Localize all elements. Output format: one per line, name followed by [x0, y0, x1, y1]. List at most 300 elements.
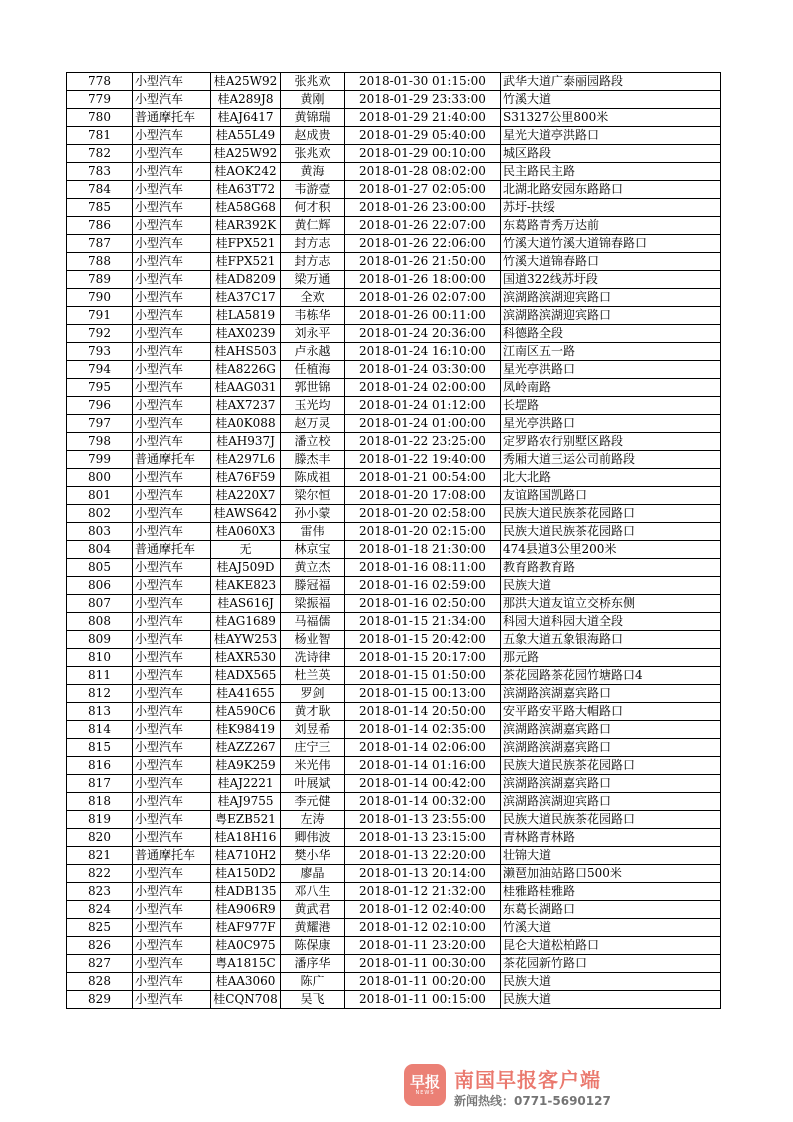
table-row	[67, 613, 721, 631]
violation-time-cell: 2018-01-11 00:30:00	[345, 955, 501, 973]
record-number-cell: 829	[67, 991, 133, 1009]
violation-location-cell: 星光大道亭洪路口	[501, 127, 721, 145]
driver-name-cell: 吴飞	[281, 991, 345, 1009]
vehicle-type-cell: 小型汽车	[133, 199, 211, 217]
driver-name-cell: 封方志	[281, 235, 345, 253]
driver-name-cell: 任植海	[281, 361, 345, 379]
table-row	[67, 343, 721, 361]
violation-time-cell: 2018-01-20 17:08:00	[345, 487, 501, 505]
license-plate-cell: 桂AA3060	[211, 973, 281, 991]
driver-name-cell: 黄耀港	[281, 919, 345, 937]
license-plate-cell: 粤A1815C	[211, 955, 281, 973]
table-row	[67, 163, 721, 181]
license-plate-cell: 桂FPX521	[211, 253, 281, 271]
driver-name-cell: 张兆欢	[281, 145, 345, 163]
driver-name-cell: 赵成贵	[281, 127, 345, 145]
record-number-cell: 811	[67, 667, 133, 685]
license-plate-cell: 桂AX0239	[211, 325, 281, 343]
violation-time-cell: 2018-01-11 00:20:00	[345, 973, 501, 991]
violation-time-cell: 2018-01-26 21:50:00	[345, 253, 501, 271]
violation-time-cell: 2018-01-14 00:32:00	[345, 793, 501, 811]
violation-time-cell: 2018-01-22 19:40:00	[345, 451, 501, 469]
vehicle-type-cell: 小型汽车	[133, 145, 211, 163]
vehicle-type-cell: 小型汽车	[133, 649, 211, 667]
license-plate-cell: 桂AF977F	[211, 919, 281, 937]
violation-time-cell: 2018-01-24 20:36:00	[345, 325, 501, 343]
vehicle-type-cell: 小型汽车	[133, 253, 211, 271]
license-plate-cell: 桂ADX565	[211, 667, 281, 685]
violation-location-cell: 武华大道广泰丽园路段	[501, 73, 721, 91]
vehicle-type-cell: 小型汽车	[133, 811, 211, 829]
violation-location-cell: 滨湖路滨湖嘉宾路口	[501, 775, 721, 793]
watermark-hotline: 新闻热线：0771-5690127	[454, 1094, 611, 1108]
violation-time-cell: 2018-01-24 02:00:00	[345, 379, 501, 397]
record-number-cell: 809	[67, 631, 133, 649]
vehicle-type-cell: 小型汽车	[133, 523, 211, 541]
vehicle-type-cell: 小型汽车	[133, 577, 211, 595]
table-row	[67, 865, 721, 883]
driver-name-cell: 刘昱希	[281, 721, 345, 739]
violation-location-cell: 民族大道	[501, 577, 721, 595]
driver-name-cell: 李元健	[281, 793, 345, 811]
violation-location-cell: 滨湖路滨湖迎宾路口	[501, 289, 721, 307]
table-row	[67, 271, 721, 289]
violation-location-cell: 民族大道民族茶花园路口	[501, 811, 721, 829]
license-plate-cell: 桂AHS503	[211, 343, 281, 361]
violation-location-cell: 竹溪大道	[501, 919, 721, 937]
records-body	[67, 73, 721, 1009]
table-row	[67, 847, 721, 865]
driver-name-cell: 杨业智	[281, 631, 345, 649]
record-number-cell: 812	[67, 685, 133, 703]
record-number-cell: 815	[67, 739, 133, 757]
record-number-cell: 780	[67, 109, 133, 127]
license-plate-cell: 桂A590C6	[211, 703, 281, 721]
record-number-cell: 818	[67, 793, 133, 811]
driver-name-cell: 黄才耿	[281, 703, 345, 721]
table-row	[67, 451, 721, 469]
vehicle-type-cell: 小型汽车	[133, 289, 211, 307]
license-plate-cell: 桂LA5819	[211, 307, 281, 325]
driver-name-cell: 封方志	[281, 253, 345, 271]
watermark-title: 南国早报客户端	[454, 1068, 601, 1092]
record-number-cell: 790	[67, 289, 133, 307]
table-row	[67, 91, 721, 109]
violation-time-cell: 2018-01-26 22:06:00	[345, 235, 501, 253]
record-number-cell: 786	[67, 217, 133, 235]
violation-location-cell: 滨湖路滨湖嘉宾路口	[501, 685, 721, 703]
table-row	[67, 793, 721, 811]
license-plate-cell: 桂A41655	[211, 685, 281, 703]
record-number-cell: 817	[67, 775, 133, 793]
table-row	[67, 397, 721, 415]
driver-name-cell: 樊小华	[281, 847, 345, 865]
violation-time-cell: 2018-01-16 02:50:00	[345, 595, 501, 613]
violation-location-cell: 桂雅路桂雅路	[501, 883, 721, 901]
table-row	[67, 973, 721, 991]
newspaper-logo-icon	[404, 1064, 446, 1106]
violation-time-cell: 2018-01-13 22:20:00	[345, 847, 501, 865]
violation-time-cell: 2018-01-14 02:06:00	[345, 739, 501, 757]
license-plate-cell: 桂A18H16	[211, 829, 281, 847]
license-plate-cell: 桂AWS642	[211, 505, 281, 523]
violation-time-cell: 2018-01-24 01:12:00	[345, 397, 501, 415]
violation-location-cell: 长堽路	[501, 397, 721, 415]
record-number-cell: 784	[67, 181, 133, 199]
driver-name-cell: 米光伟	[281, 757, 345, 775]
violation-location-cell: 友谊路国凯路口	[501, 487, 721, 505]
record-number-cell: 787	[67, 235, 133, 253]
violation-time-cell: 2018-01-29 05:40:00	[345, 127, 501, 145]
table-row	[67, 379, 721, 397]
table-row	[67, 775, 721, 793]
violation-location-cell: 科德路全段	[501, 325, 721, 343]
vehicle-type-cell: 小型汽车	[133, 739, 211, 757]
record-number-cell: 822	[67, 865, 133, 883]
violation-location-cell: 东葛路青秀万达前	[501, 217, 721, 235]
vehicle-type-cell: 小型汽车	[133, 595, 211, 613]
vehicle-type-cell: 小型汽车	[133, 325, 211, 343]
violation-time-cell: 2018-01-20 02:15:00	[345, 523, 501, 541]
violation-time-cell: 2018-01-22 23:25:00	[345, 433, 501, 451]
violation-location-cell: S31327公里800米	[501, 109, 721, 127]
record-number-cell: 798	[67, 433, 133, 451]
table-row	[67, 469, 721, 487]
violation-location-cell: 凤岭南路	[501, 379, 721, 397]
driver-name-cell: 庄宁三	[281, 739, 345, 757]
violation-time-cell: 2018-01-15 20:42:00	[345, 631, 501, 649]
license-plate-cell: 桂AS616J	[211, 595, 281, 613]
record-number-cell: 789	[67, 271, 133, 289]
record-number-cell: 778	[67, 73, 133, 91]
violation-time-cell: 2018-01-20 02:58:00	[345, 505, 501, 523]
license-plate-cell: 桂A9K259	[211, 757, 281, 775]
logo-subtext: NEWS	[415, 1090, 435, 1096]
violation-time-cell: 2018-01-26 18:00:00	[345, 271, 501, 289]
record-number-cell: 785	[67, 199, 133, 217]
record-number-cell: 791	[67, 307, 133, 325]
driver-name-cell: 冼诗律	[281, 649, 345, 667]
table-row	[67, 883, 721, 901]
table-row	[67, 937, 721, 955]
violation-location-cell: 江南区五一路	[501, 343, 721, 361]
table-row	[67, 919, 721, 937]
table-row	[67, 577, 721, 595]
record-number-cell: 788	[67, 253, 133, 271]
license-plate-cell: 桂AG1689	[211, 613, 281, 631]
license-plate-cell: 桂AX7237	[211, 397, 281, 415]
license-plate-cell: 桂A0K088	[211, 415, 281, 433]
record-number-cell: 807	[67, 595, 133, 613]
driver-name-cell: 雷伟	[281, 523, 345, 541]
violation-location-cell: 那洪大道友谊立交桥东侧	[501, 595, 721, 613]
record-number-cell: 795	[67, 379, 133, 397]
license-plate-cell: 桂A25W92	[211, 145, 281, 163]
driver-name-cell: 卿伟波	[281, 829, 345, 847]
table-row	[67, 703, 721, 721]
license-plate-cell: 桂A37C17	[211, 289, 281, 307]
license-plate-cell: 桂A220X7	[211, 487, 281, 505]
table-row	[67, 649, 721, 667]
violation-location-cell: 民族大道	[501, 973, 721, 991]
driver-name-cell: 黄仁辉	[281, 217, 345, 235]
table-row	[67, 829, 721, 847]
driver-name-cell: 韦栋华	[281, 307, 345, 325]
violation-location-cell: 青林路青林路	[501, 829, 721, 847]
table-row	[67, 505, 721, 523]
vehicle-type-cell: 普通摩托车	[133, 847, 211, 865]
violation-time-cell: 2018-01-29 21:40:00	[345, 109, 501, 127]
driver-name-cell: 卢永越	[281, 343, 345, 361]
violation-time-cell: 2018-01-26 00:11:00	[345, 307, 501, 325]
violation-time-cell: 2018-01-30 01:15:00	[345, 73, 501, 91]
violation-location-cell: 那元路	[501, 649, 721, 667]
vehicle-type-cell: 小型汽车	[133, 235, 211, 253]
driver-name-cell: 左涛	[281, 811, 345, 829]
record-number-cell: 797	[67, 415, 133, 433]
violation-location-cell: 滨湖路滨湖嘉宾路口	[501, 721, 721, 739]
table-row	[67, 721, 721, 739]
driver-name-cell: 郭世锦	[281, 379, 345, 397]
license-plate-cell: 桂AXR530	[211, 649, 281, 667]
driver-name-cell: 潘序华	[281, 955, 345, 973]
license-plate-cell: 桂A55L49	[211, 127, 281, 145]
driver-name-cell: 林京宝	[281, 541, 345, 559]
violation-location-cell: 滨湖路滨湖迎宾路口	[501, 793, 721, 811]
record-number-cell: 828	[67, 973, 133, 991]
table-row	[67, 235, 721, 253]
vehicle-type-cell: 小型汽车	[133, 487, 211, 505]
record-number-cell: 800	[67, 469, 133, 487]
table-row	[67, 559, 721, 577]
violation-location-cell: 滨湖路滨湖迎宾路口	[501, 307, 721, 325]
driver-name-cell: 潘立校	[281, 433, 345, 451]
violation-location-cell: 秀厢大道三运公司前路段	[501, 451, 721, 469]
table-row	[67, 73, 721, 91]
driver-name-cell: 陈保康	[281, 937, 345, 955]
record-number-cell: 808	[67, 613, 133, 631]
violation-location-cell: 星光亭洪路口	[501, 415, 721, 433]
record-number-cell: 799	[67, 451, 133, 469]
vehicle-type-cell: 小型汽车	[133, 757, 211, 775]
record-number-cell: 782	[67, 145, 133, 163]
driver-name-cell: 刘永平	[281, 325, 345, 343]
license-plate-cell: 桂K98419	[211, 721, 281, 739]
vehicle-type-cell: 小型汽车	[133, 685, 211, 703]
violation-time-cell: 2018-01-24 03:30:00	[345, 361, 501, 379]
record-number-cell: 820	[67, 829, 133, 847]
license-plate-cell: 桂A297L6	[211, 451, 281, 469]
driver-name-cell: 邓八生	[281, 883, 345, 901]
violation-time-cell: 2018-01-24 16:10:00	[345, 343, 501, 361]
license-plate-cell: 桂A150D2	[211, 865, 281, 883]
violation-location-cell: 东葛长湖路口	[501, 901, 721, 919]
violation-location-cell: 民族大道	[501, 991, 721, 1009]
violation-location-cell: 五象大道五象银海路口	[501, 631, 721, 649]
table-row	[67, 811, 721, 829]
license-plate-cell: 无	[211, 541, 281, 559]
driver-name-cell: 黄立杰	[281, 559, 345, 577]
license-plate-cell: 桂A58G68	[211, 199, 281, 217]
violation-time-cell: 2018-01-26 23:00:00	[345, 199, 501, 217]
table-row	[67, 901, 721, 919]
record-number-cell: 801	[67, 487, 133, 505]
violation-records-table	[66, 72, 721, 1009]
driver-name-cell: 赵万灵	[281, 415, 345, 433]
driver-name-cell: 黄武君	[281, 901, 345, 919]
vehicle-type-cell: 小型汽车	[133, 829, 211, 847]
vehicle-type-cell: 小型汽车	[133, 73, 211, 91]
driver-name-cell: 何才积	[281, 199, 345, 217]
driver-name-cell: 玉光均	[281, 397, 345, 415]
violation-location-cell: 壮锦大道	[501, 847, 721, 865]
table-row	[67, 685, 721, 703]
violation-time-cell: 2018-01-27 02:05:00	[345, 181, 501, 199]
violation-location-cell: 星光亭洪路口	[501, 361, 721, 379]
record-number-cell: 824	[67, 901, 133, 919]
table-row	[67, 955, 721, 973]
vehicle-type-cell: 小型汽车	[133, 91, 211, 109]
vehicle-type-cell: 小型汽车	[133, 271, 211, 289]
table-row	[67, 541, 721, 559]
table-row	[67, 595, 721, 613]
violation-location-cell: 474县道3公里200米	[501, 541, 721, 559]
table-row	[67, 361, 721, 379]
violation-time-cell: 2018-01-14 01:16:00	[345, 757, 501, 775]
license-plate-cell: 桂A25W92	[211, 73, 281, 91]
driver-name-cell: 罗剑	[281, 685, 345, 703]
vehicle-type-cell: 小型汽车	[133, 217, 211, 235]
vehicle-type-cell: 小型汽车	[133, 361, 211, 379]
violation-location-cell: 北湖北路安园东路路口	[501, 181, 721, 199]
vehicle-type-cell: 小型汽车	[133, 955, 211, 973]
license-plate-cell: 桂AR392K	[211, 217, 281, 235]
vehicle-type-cell: 小型汽车	[133, 901, 211, 919]
vehicle-type-cell: 小型汽车	[133, 721, 211, 739]
violation-location-cell: 苏圩-扶绥	[501, 199, 721, 217]
vehicle-type-cell: 小型汽车	[133, 163, 211, 181]
table-row	[67, 487, 721, 505]
license-plate-cell: 桂CQN708	[211, 991, 281, 1009]
vehicle-type-cell: 小型汽车	[133, 469, 211, 487]
table-row	[67, 325, 721, 343]
driver-name-cell: 孙小蒙	[281, 505, 345, 523]
violation-location-cell: 竹溪大道	[501, 91, 721, 109]
driver-name-cell: 杜兰英	[281, 667, 345, 685]
record-number-cell: 806	[67, 577, 133, 595]
vehicle-type-cell: 普通摩托车	[133, 541, 211, 559]
license-plate-cell: 桂AJ509D	[211, 559, 281, 577]
violation-time-cell: 2018-01-12 02:10:00	[345, 919, 501, 937]
violation-time-cell: 2018-01-15 01:50:00	[345, 667, 501, 685]
vehicle-type-cell: 小型汽车	[133, 991, 211, 1009]
license-plate-cell: 桂A906R9	[211, 901, 281, 919]
license-plate-cell: 桂AD8209	[211, 271, 281, 289]
vehicle-type-cell: 小型汽车	[133, 775, 211, 793]
record-number-cell: 826	[67, 937, 133, 955]
violation-location-cell: 民族大道民族茶花园路口	[501, 523, 721, 541]
vehicle-type-cell: 小型汽车	[133, 919, 211, 937]
table-row	[67, 253, 721, 271]
violation-location-cell: 茶花园路茶花园竹塘路口4	[501, 667, 721, 685]
vehicle-type-cell: 小型汽车	[133, 703, 211, 721]
license-plate-cell: 桂A710H2	[211, 847, 281, 865]
driver-name-cell: 梁振福	[281, 595, 345, 613]
vehicle-type-cell: 小型汽车	[133, 793, 211, 811]
violation-time-cell: 2018-01-24 01:00:00	[345, 415, 501, 433]
violation-location-cell: 昆仑大道松柏路口	[501, 937, 721, 955]
license-plate-cell: 桂A060X3	[211, 523, 281, 541]
violation-time-cell: 2018-01-12 02:40:00	[345, 901, 501, 919]
violation-location-cell: 教育路教育路	[501, 559, 721, 577]
record-number-cell: 814	[67, 721, 133, 739]
violation-location-cell: 国道322线苏圩段	[501, 271, 721, 289]
vehicle-type-cell: 小型汽车	[133, 613, 211, 631]
record-number-cell: 816	[67, 757, 133, 775]
vehicle-type-cell: 普通摩托车	[133, 451, 211, 469]
violation-time-cell: 2018-01-11 23:20:00	[345, 937, 501, 955]
table-row	[67, 199, 721, 217]
violation-time-cell: 2018-01-28 08:02:00	[345, 163, 501, 181]
table-row	[67, 433, 721, 451]
violation-location-cell: 城区路段	[501, 145, 721, 163]
license-plate-cell: 桂AAG031	[211, 379, 281, 397]
driver-name-cell: 黄锦瑞	[281, 109, 345, 127]
license-plate-cell: 桂AKE823	[211, 577, 281, 595]
vehicle-type-cell: 小型汽车	[133, 559, 211, 577]
license-plate-cell: 桂AJ2221	[211, 775, 281, 793]
vehicle-type-cell: 小型汽车	[133, 181, 211, 199]
license-plate-cell: 桂A8226G	[211, 361, 281, 379]
vehicle-type-cell: 小型汽车	[133, 667, 211, 685]
table-row	[67, 757, 721, 775]
record-number-cell: 803	[67, 523, 133, 541]
record-number-cell: 825	[67, 919, 133, 937]
driver-name-cell: 叶展斌	[281, 775, 345, 793]
record-number-cell: 819	[67, 811, 133, 829]
license-plate-cell: 桂AZZ267	[211, 739, 281, 757]
violation-time-cell: 2018-01-29 00:10:00	[345, 145, 501, 163]
license-plate-cell: 桂AJ6417	[211, 109, 281, 127]
driver-name-cell: 全欢	[281, 289, 345, 307]
vehicle-type-cell: 小型汽车	[133, 883, 211, 901]
license-plate-cell: 桂FPX521	[211, 235, 281, 253]
vehicle-type-cell: 小型汽车	[133, 379, 211, 397]
license-plate-cell: 桂AOK242	[211, 163, 281, 181]
record-number-cell: 779	[67, 91, 133, 109]
record-number-cell: 804	[67, 541, 133, 559]
violation-location-cell: 滨湖路滨湖嘉宾路口	[501, 739, 721, 757]
table-row	[67, 415, 721, 433]
violation-time-cell: 2018-01-18 21:30:00	[345, 541, 501, 559]
violation-time-cell: 2018-01-29 23:33:00	[345, 91, 501, 109]
license-plate-cell: 桂AYW253	[211, 631, 281, 649]
table-row	[67, 181, 721, 199]
violation-location-cell: 竹溪大道竹溪大道锦春路口	[501, 235, 721, 253]
violation-location-cell: 茶花园新竹路口	[501, 955, 721, 973]
driver-name-cell: 张兆欢	[281, 73, 345, 91]
violation-time-cell: 2018-01-11 00:15:00	[345, 991, 501, 1009]
table-row	[67, 145, 721, 163]
record-number-cell: 813	[67, 703, 133, 721]
violation-location-cell: 民族大道民族茶花园路口	[501, 505, 721, 523]
record-number-cell: 827	[67, 955, 133, 973]
record-number-cell: 793	[67, 343, 133, 361]
violation-time-cell: 2018-01-26 22:07:00	[345, 217, 501, 235]
record-number-cell: 802	[67, 505, 133, 523]
vehicle-type-cell: 小型汽车	[133, 127, 211, 145]
license-plate-cell: 桂AH937J	[211, 433, 281, 451]
